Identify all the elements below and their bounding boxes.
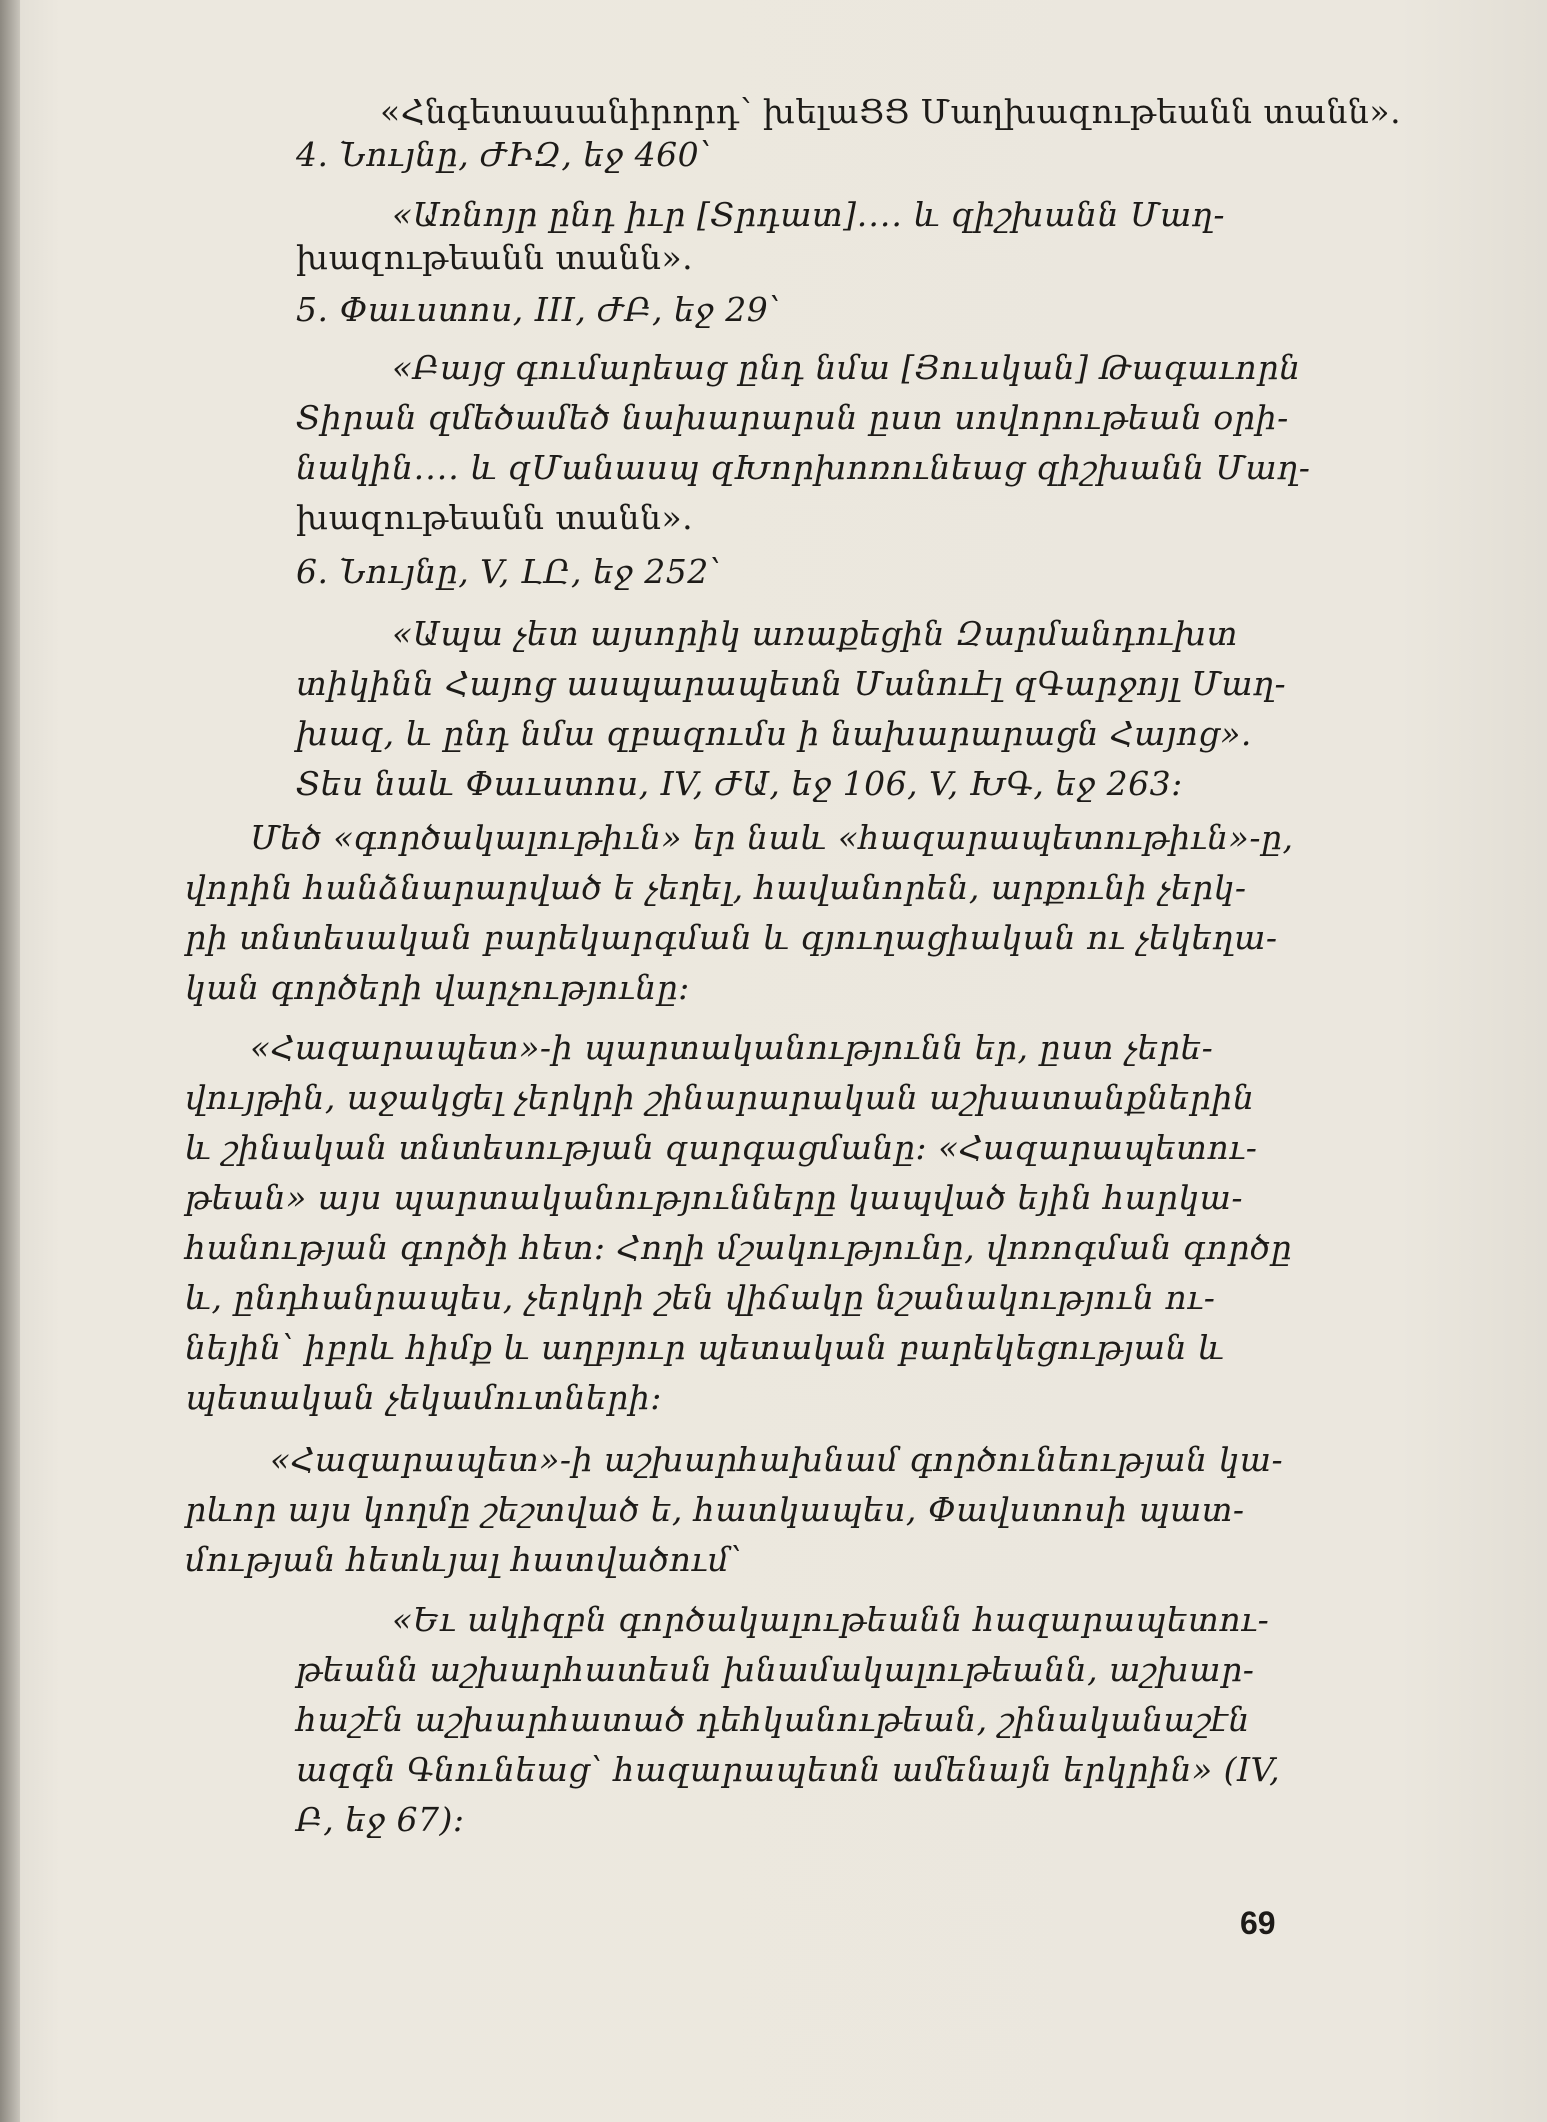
text-line: նեյին՝ իբրև հիմք և աղբյուր պետական բարեկեցության և — [185, 1328, 1225, 1367]
page-number: 69 — [1240, 1905, 1276, 1941]
text-line: «Հազարապետ»-ի աշխարհախնամ գործունեության կա- — [270, 1440, 1284, 1479]
text-line: հանության գործի հետ։ Հողի մշակությունը, վոռոգման գործը — [185, 1228, 1293, 1267]
text-line: թեանն աշխարհատեսն խնամակալութեանն, աշխար- — [296, 1650, 1255, 1689]
text-line: ազգն Գնունեաց՝ հազարապետն ամենայն երկրին» (IV, — [296, 1750, 1281, 1789]
text-line: տիկինն Հայոց ասպարապետն Մանուէլ զԳարջոյլ Մաղ- — [296, 664, 1287, 703]
text-line: րևոր այս կողմը շեշտված ե, հատկապես, Փավստոսի պատ- — [185, 1490, 1245, 1529]
text-line: Տիրան զմեծամեծ նախարարսն ըստ սովորութեան օրի- — [296, 398, 1289, 437]
text-line: 5. Փաւստոս, III, ԺԲ, եջ 29՝ — [296, 290, 781, 329]
text-line: թեան» այս պարտականությունները կապված եյին հարկա- — [185, 1178, 1244, 1217]
text-line: մության հետևյալ հատվածում՝ — [185, 1540, 743, 1579]
text-line: «Հազարապետ»-ի պարտականությունն եր, ըստ չերե- — [250, 1028, 1214, 1067]
text-line: Բ, եջ 67)։ — [296, 1800, 465, 1839]
text-line: հաշէն աշխարհատած դեհկանութեան, շինականաշէն — [296, 1700, 1250, 1739]
text-line: վույթին, աջակցել չերկրի շինարարական աշխատանքներին — [185, 1078, 1255, 1117]
text-line: խազ, և ընդ նմա զբազումս ի նախարարացն Հայոց». — [296, 714, 1252, 753]
text-line: «Առնոյր ընդ իւր [Տրդատ]․․․․ և զիշխանն Մաղ- — [392, 195, 1225, 234]
text-line: «Ապա չետ այսորիկ առաքեցին Զարմանդուխտ — [392, 614, 1238, 653]
text-line: 4. Նույնը, ԺԻԶ, եջ 460՝ — [296, 135, 712, 174]
text-line: րի տնտեսական բարեկարգման և գյուղացիական ու չեկեղա- — [185, 918, 1278, 957]
text-line: խազութեանն տանն». — [296, 498, 694, 537]
text-line: նակին․․․․ և զՄանասպ զԽորխոռունեաց զիշխանն Մաղ- — [296, 448, 1311, 487]
text-line: և շինական տնտեսության զարգացմանը։ «Հազարապետու- — [185, 1128, 1258, 1167]
text-line: «Եւ ակիզբն գործակալութեանն հազարապետու- — [392, 1600, 1270, 1639]
text-line: «Բայց գումարեաց ընդ նմա [Յուսկան] Թագաւորն — [392, 348, 1301, 387]
text-line: կան գործերի վարչությունը։ — [185, 968, 690, 1007]
book-spine-shadow — [0, 0, 20, 2122]
text-line: Տես նաև Փաւստոս, IV, ԺԱ, եջ 106, V, ԽԳ, եջ 263։ — [296, 764, 1183, 803]
text-line: խազութեանն տանն». — [296, 238, 694, 277]
text-line: Մեծ «գործակալութիւն» եր նաև «հազարապետութիւն»-ը, — [250, 818, 1294, 857]
text-line: պետական չեկամուտների։ — [185, 1378, 662, 1417]
text-line: և, ընդհանրապես, չերկրի շեն վիճակը նշանակություն ու- — [185, 1278, 1216, 1317]
text-line: վորին հանձնարարված ե չեղել, հավանորեն, արքունի չերկ- — [185, 868, 1247, 907]
text-line: «Հնգետասանիրորդ՝ խելաՑՑ Մաղխազութեանն տանն». — [380, 92, 1402, 131]
text-line: 6. Նույնը, V, ԼԸ, եջ 252՝ — [296, 552, 722, 591]
